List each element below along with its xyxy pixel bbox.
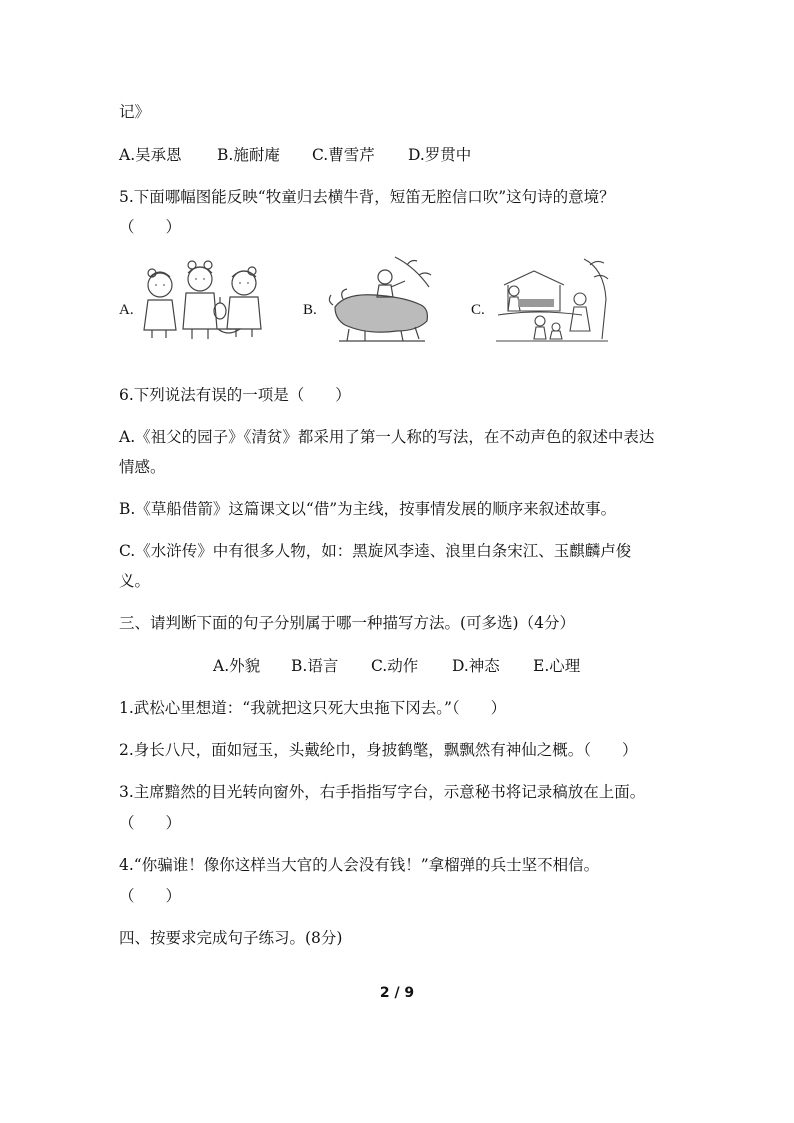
section3-item-3-blank: （ ） (119, 814, 182, 832)
picture-label-c: C. (471, 302, 485, 318)
q4-option-c: C.曹雪芹 (312, 146, 375, 164)
q6-stem: 6.下列说法有误的一项是（ ） (119, 386, 351, 404)
section3-option-a: A.外貌 (213, 657, 261, 675)
picture-b-herdboy-on-buffalo-illustration (325, 255, 435, 343)
q4-option-a: A.吴承恩 (119, 146, 182, 164)
section3-option-c: C.动作 (371, 657, 419, 675)
q6-option-c-line2: 义。 (119, 572, 151, 590)
q6-option-a-line1: A.《祖父的园子》《清贫》都采用了第一人称的写法，在不动声色的叙述中表达 (119, 428, 655, 446)
section4-heading: 四、按要求完成句子练习。(8分) (119, 929, 343, 947)
q4-option-b: B.施耐庵 (217, 146, 280, 164)
section3-item-3: 3.主席黯然的目光转向窗外，右手指指写字台，示意秘书将记录稿放在上面。 (119, 783, 646, 801)
section3-heading: 三、请判断下面的句子分别属于哪一种描写方法。(可多选)（4分） (119, 614, 575, 632)
q6-option-b: B.《草船借箭》这篇课文以“借”为主线，按事情发展的顺序来叙述故事。 (119, 500, 617, 518)
q4-option-d: D.罗贯中 (408, 146, 472, 164)
section3-item-4-blank: （ ） (119, 887, 182, 905)
section3-options (213, 656, 580, 676)
section3-option-e: E.心理 (533, 657, 581, 675)
q6-option-a-line2: 情感。 (119, 458, 166, 476)
q6-option-c-line1: C.《水浒传》中有很多人物，如：黑旋风李逵、浪里白条宋江、玉麒麟卢俊 (119, 542, 632, 560)
picture-a-children-illustration (140, 255, 270, 343)
picture-c-village-scene-illustration (494, 255, 612, 343)
section3-item-4: 4.“你骗谁！像你这样当大官的人会没有钱！”拿榴弹的兵士坚不相信。 (119, 856, 600, 874)
q5-stem: 5.下面哪幅图能反映“牧童归去横牛背，短笛无腔信口吹”这句诗的意境？ (119, 188, 615, 206)
q4-options (119, 145, 471, 165)
section3-item-2: 2.身长八尺，面如冠玉，头戴纶巾，身披鹤氅，飘飘然有神仙之概。（ ） (119, 741, 638, 759)
picture-label-a: A. (119, 302, 134, 318)
section3-option-b: B.语言 (291, 657, 339, 675)
picture-label-b: B. (303, 302, 317, 318)
section3-item-1: 1.武松心里想道：“我就把这只死大虫拖下冈去。”（ ） (119, 699, 507, 717)
section3-option-d: D.神态 (452, 657, 500, 675)
page-number: 2 / 9 (379, 985, 415, 1001)
q5-blank: （ ） (119, 218, 182, 236)
q4-tail: 记》 (119, 103, 151, 121)
